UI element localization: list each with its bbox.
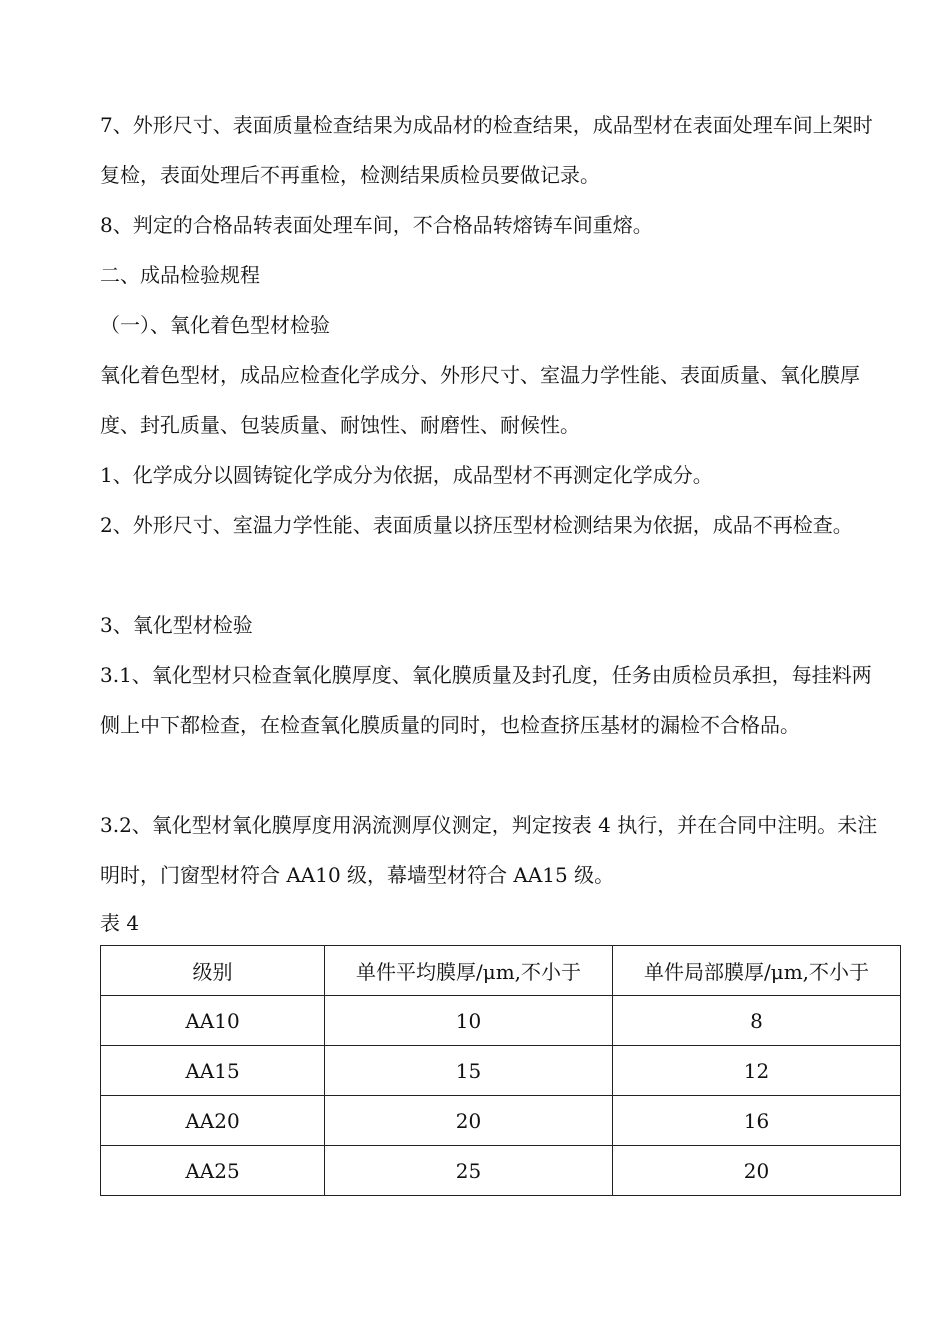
cell-local: 8: [613, 996, 901, 1046]
paragraph-item-3: 3、氧化型材检验: [100, 613, 253, 637]
section-heading: 二、成品检验规程: [100, 263, 260, 287]
paragraph-item-8: 8、判定的合格品转表面处理车间，不合格品转熔铸车间重熔。: [100, 213, 653, 237]
film-thickness-table: [100, 945, 901, 1196]
cell-average: 25: [325, 1146, 613, 1196]
table-row: [101, 996, 901, 1046]
cell-average: 20: [325, 1096, 613, 1146]
header-average-thickness: 单件平均膜厚/μm,不小于: [325, 946, 613, 996]
paragraph-item-2: 2、外形尺寸、室温力学性能、表面质量以挤压型材检测结果为依据，成品不再检查。: [100, 513, 853, 537]
paragraph-item-3-2: 3.2、氧化型材氧化膜厚度用涡流测厚仪测定，判定按表 4 执行，并在合同中注明。未注明时，门窗型材符合 AA10 级，幕墙型材符合 AA15 级。: [100, 813, 878, 887]
cell-average: 15: [325, 1046, 613, 1096]
cell-grade: AA20: [101, 1096, 325, 1146]
cell-local: 16: [613, 1096, 901, 1146]
header-grade: 级别: [101, 946, 325, 996]
cell-local: 20: [613, 1146, 901, 1196]
table-row: [101, 1146, 901, 1196]
paragraph-intro: 氧化着色型材，成品应检查化学成分、外形尺寸、室温力学性能、表面质量、氧化膜厚度、封孔质量、包装质量、耐蚀性、耐磨性、耐候性。: [100, 363, 860, 437]
subsection-heading: （一）、氧化着色型材检验: [100, 313, 330, 337]
table-row: [101, 1046, 901, 1096]
cell-average: 10: [325, 996, 613, 1046]
header-local-thickness: 单件局部膜厚/μm,不小于: [613, 946, 901, 996]
table-row: [101, 1096, 901, 1146]
cell-local: 12: [613, 1046, 901, 1096]
paragraph-item-3-1: 3.1、氧化型材只检查氧化膜厚度、氧化膜质量及封孔度，任务由质检员承担，每挂料两侧上中下都检查，在检查氧化膜质量的同时，也检查挤压基材的漏检不合格品。: [100, 663, 872, 737]
table-header-row: [101, 946, 901, 996]
table-caption: 表 4: [100, 911, 140, 935]
paragraph-item-1: 1、化学成分以圆铸锭化学成分为依据，成品型材不再测定化学成分。: [100, 463, 713, 487]
cell-grade: AA15: [101, 1046, 325, 1096]
cell-grade: AA25: [101, 1146, 325, 1196]
paragraph-item-7: 7、外形尺寸、表面质量检查结果为成品材的检查结果，成品型材在表面处理车间上架时复检，表面处理后不再重检，检测结果质检员要做记录。: [100, 113, 873, 187]
cell-grade: AA10: [101, 996, 325, 1046]
